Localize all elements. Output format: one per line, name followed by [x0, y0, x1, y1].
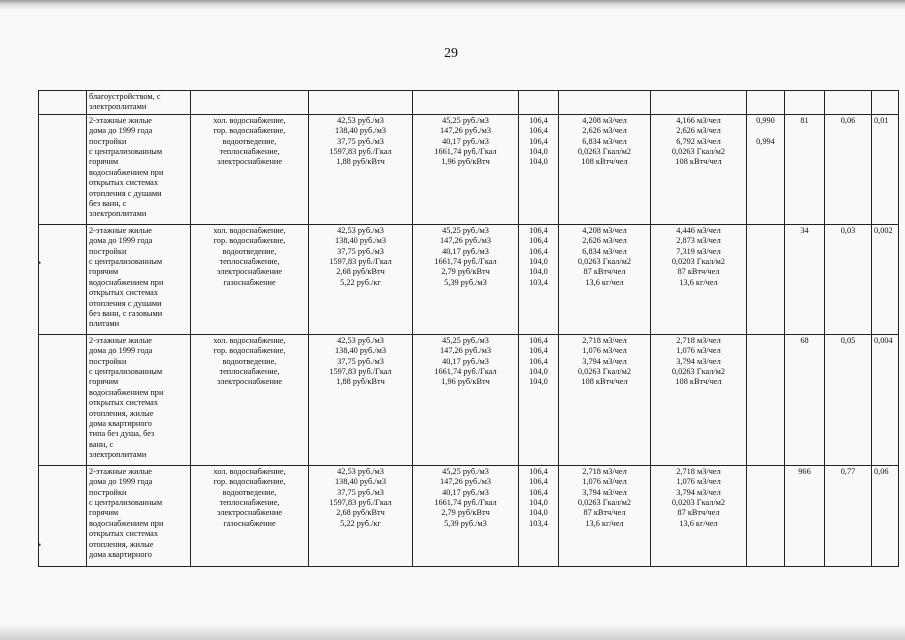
cell-line: водоснабжением при	[89, 518, 164, 528]
cell-line: гор. водоснабжение,	[213, 477, 286, 487]
cell-line: 7,319 м3/чел	[676, 246, 721, 256]
cell-line: 40,17 руб./м3	[442, 136, 489, 146]
index-cell	[519, 114, 559, 224]
description-cell	[87, 334, 191, 465]
scan-edge-top	[0, 0, 905, 10]
cell-line: 1661,74 руб./Гкал	[434, 257, 497, 267]
cell-line: 0,0263 Гкал/м2	[577, 257, 632, 267]
cell-line: 40,17 руб./м3	[442, 487, 489, 497]
margin-mark: •	[38, 540, 42, 550]
cell-line: 1,076 м3/чел	[582, 346, 627, 356]
cell-line: горячим	[89, 508, 119, 518]
cell-line: с централизованным	[89, 498, 163, 508]
cell-line: 147,26 руб./м3	[440, 346, 491, 356]
cell-line: с централизованным	[89, 147, 163, 157]
cell-line: горячим	[89, 377, 119, 387]
cell-line: 13,6 кг/чел	[679, 277, 718, 287]
index-cell	[519, 91, 559, 115]
coefficient-cell	[747, 465, 785, 566]
cell-line: 2,79 руб/кВтч	[441, 267, 490, 277]
blank-cell	[39, 114, 87, 224]
table-row	[39, 334, 899, 465]
cell-line: 40,17 руб./м3	[442, 246, 489, 256]
tariff-2023-cell	[309, 91, 413, 115]
cell-line: 106,4	[529, 466, 548, 476]
cell-line: 104,0	[529, 257, 548, 267]
cell-line: 3,794 м3/чел	[676, 487, 721, 497]
cell-line: 87 кВтч/чел	[583, 508, 626, 518]
cell-line: 1597,83 руб./Гкал	[329, 257, 392, 267]
cell-line: 1,96 руб/кВтч	[441, 157, 490, 167]
cell-line: 106,4	[529, 487, 548, 497]
cell-line: постройки	[89, 356, 127, 366]
share-small-cell: 0,06	[872, 465, 899, 566]
cell-line: 147,26 руб./м3	[440, 126, 491, 136]
cell-line: ванн, с	[89, 439, 114, 449]
cell-line: 106,4	[529, 225, 548, 235]
cell-line: 2,626 м3/чел	[676, 126, 721, 136]
cell-line: 87 кВтч/чел	[677, 508, 720, 518]
cell-line: 106,4	[529, 136, 548, 146]
cell-line: 104,0	[529, 508, 548, 518]
cell-line: дома до 1999 года	[89, 236, 153, 246]
cell-line: водоотведение,	[222, 487, 277, 497]
share-small-cell: 0,002	[872, 224, 899, 334]
tariff-2024-cell	[413, 465, 519, 566]
cell-line: отопления с душами	[89, 298, 162, 308]
page-number: 29	[444, 46, 458, 61]
cell-line: 138,40 руб./м3	[335, 346, 386, 356]
cell-line: 106,4	[529, 115, 548, 125]
cell-line: гор. водоснабжение,	[213, 236, 286, 246]
cell-line: хол. водоснабжение,	[213, 225, 286, 235]
cell-line: водоснабжением при	[89, 167, 164, 177]
cell-line: 1597,83 руб./Гкал	[329, 367, 392, 377]
cell-line: 108 кВтч/чел	[581, 157, 628, 167]
cell-line: электроснабжение	[216, 267, 283, 277]
norm-current-cell	[559, 334, 651, 465]
cell-line: 0,0203 Гкал/м2	[671, 257, 726, 267]
cell-line: 13,6 кг/чел	[585, 518, 624, 528]
cell-line: горячим	[89, 157, 119, 167]
cell-line: 37,75 руб./м3	[337, 246, 384, 256]
count-cell: 966	[785, 465, 825, 566]
cell-line: 0,0263 Гкал/м2	[577, 147, 632, 157]
cell-line: постройки	[89, 136, 127, 146]
cell-line: 0,994	[756, 136, 775, 146]
cell-line: 6,792 м3/чел	[676, 136, 721, 146]
cell-line: гор. водоснабжение,	[213, 126, 286, 136]
cell-line: 42,53 руб./м3	[337, 335, 384, 345]
cell-line: 147,26 руб./м3	[440, 477, 491, 487]
cell-line: 3,794 м3/чел	[582, 487, 627, 497]
cell-line: водоотведение,	[222, 136, 277, 146]
coefficient-cell	[747, 114, 785, 224]
cell-line: 1,96 руб/кВтч	[441, 377, 490, 387]
cell-line: электроснабжение	[216, 157, 283, 167]
resources-cell	[191, 465, 309, 566]
table-body	[39, 91, 899, 567]
cell-line: водоотведение,	[222, 356, 277, 366]
tariff-table	[38, 90, 899, 567]
cell-line: 2-этажные жилые	[89, 335, 152, 345]
norm-current-cell	[559, 465, 651, 566]
cell-line: 5,39 руб./м3	[444, 518, 487, 528]
coefficient-cell	[747, 334, 785, 465]
cell-line: теплоснабжение,	[219, 147, 280, 157]
share-small-cell	[872, 91, 899, 115]
cell-line: 106,4	[529, 477, 548, 487]
cell-line: горячим	[89, 267, 119, 277]
cell-line: 4,208 м3/чел	[582, 115, 627, 125]
cell-line: 1,88 руб/кВтч	[336, 377, 385, 387]
cell-line: 0,0263 Гкал/м2	[577, 367, 632, 377]
cell-line: 6,834 м3/чел	[582, 246, 627, 256]
cell-line: без ванн, с	[89, 199, 127, 209]
cell-line: дома до 1999 года	[89, 346, 153, 356]
cell-line: 1,88 руб/кВтч	[336, 157, 385, 167]
cell-line: 108 кВтч/чел	[581, 377, 628, 387]
cell-line: 2,79 руб/кВтч	[441, 508, 490, 518]
cell-line: электроплитами	[89, 209, 147, 219]
resources-cell	[191, 114, 309, 224]
cell-line: 37,75 руб./м3	[337, 487, 384, 497]
cell-line: 5,22 руб./кг	[340, 277, 381, 287]
cell-line: 2,626 м3/чел	[582, 236, 627, 246]
cell-line: дома квартирного	[89, 550, 152, 560]
description-cell	[87, 91, 191, 115]
cell-line: хол. водоснабжение,	[213, 466, 286, 476]
cell-line: 104,0	[529, 157, 548, 167]
norm-current-cell	[559, 91, 651, 115]
cell-line: 42,53 руб./м3	[337, 466, 384, 476]
cell-line: теплоснабжение,	[219, 257, 280, 267]
cell-line: 4,166 м3/чел	[676, 115, 721, 125]
cell-line: газоснабжение	[223, 277, 276, 287]
cell-line: 138,40 руб./м3	[335, 126, 386, 136]
cell-line: 0,0263 Гкал/м2	[577, 498, 632, 508]
cell-line: 45,25 руб./м3	[442, 466, 489, 476]
cell-line: водоснабжением при	[89, 277, 164, 287]
cell-line: 104,0	[529, 498, 548, 508]
cell-line: отопления, жилые	[89, 539, 154, 549]
cell-line: электроплитами	[89, 450, 147, 460]
cell-line: 108 кВтч/чел	[675, 377, 722, 387]
cell-line: 45,25 руб./м3	[442, 335, 489, 345]
cell-line: 1597,83 руб./Гкал	[329, 498, 392, 508]
cell-line: 42,53 руб./м3	[337, 115, 384, 125]
cell-line: 45,25 руб./м3	[442, 115, 489, 125]
tariff-2023-cell	[309, 114, 413, 224]
cell-line: 2-этажные жилые	[89, 115, 152, 125]
cell-line: дома до 1999 года	[89, 477, 153, 487]
cell-line: 0,0263 Гкал/м2	[671, 147, 726, 157]
share-cell: 0,03	[825, 224, 872, 334]
cell-line: 13,6 кг/чел	[679, 518, 718, 528]
resources-cell	[191, 91, 309, 115]
cell-line: 138,40 руб./м3	[335, 236, 386, 246]
index-cell	[519, 334, 559, 465]
cell-line: 104,0	[529, 147, 548, 157]
cell-line: 2,68 руб/кВтч	[336, 508, 385, 518]
cell-line: 1,076 м3/чел	[676, 346, 721, 356]
coefficient-cell	[747, 224, 785, 334]
cell-line: 103,4	[529, 277, 548, 287]
cell-line: 37,75 руб./м3	[337, 356, 384, 366]
description-cell	[87, 465, 191, 566]
tariff-2024-cell	[413, 91, 519, 115]
norm-new-cell	[651, 224, 747, 334]
norm-new-cell	[651, 114, 747, 224]
cell-line: 4,446 м3/чел	[676, 225, 721, 235]
cell-line: 1,076 м3/чел	[582, 477, 627, 487]
cell-line: электроснабжение	[216, 508, 283, 518]
table-row	[39, 465, 899, 566]
cell-line: 5,39 руб./м3	[444, 277, 487, 287]
cell-line: с централизованным	[89, 257, 163, 267]
cell-line: 45,25 руб./м3	[442, 225, 489, 235]
cell-line: открытых системах	[89, 288, 158, 298]
cell-line: 147,26 руб./м3	[440, 236, 491, 246]
cell-line: 37,75 руб./м3	[337, 136, 384, 146]
cell-line: 106,4	[529, 335, 548, 345]
cell-line: 1,076 м3/чел	[676, 477, 721, 487]
cell-line: открытых системах	[89, 529, 158, 539]
blank-cell	[39, 91, 87, 115]
cell-line: 87 кВтч/чел	[677, 267, 720, 277]
cell-line: 2-этажные жилые	[89, 466, 152, 476]
cell-line: 42,53 руб./м3	[337, 225, 384, 235]
cell-line: 1597,83 руб./Гкал	[329, 147, 392, 157]
coefficient-cell	[747, 91, 785, 115]
count-cell: 81	[785, 114, 825, 224]
share-cell	[825, 91, 872, 115]
tariff-2023-cell	[309, 334, 413, 465]
description-cell	[87, 224, 191, 334]
cell-line: 1661,74 руб./Гкал	[434, 367, 497, 377]
cell-line: типа без душа, без	[89, 429, 155, 439]
blank-cell	[39, 224, 87, 334]
cell-line: 0,0263 Гкал/м2	[671, 367, 726, 377]
cell-line: 40,17 руб./м3	[442, 356, 489, 366]
cell-line: 2,718 м3/чел	[582, 335, 627, 345]
norm-new-cell	[651, 91, 747, 115]
cell-line: водоснабжением при	[89, 387, 164, 397]
share-cell: 0,77	[825, 465, 872, 566]
cell-line: 13,6 кг/чел	[585, 277, 624, 287]
cell-line: электроплитами	[89, 102, 147, 112]
share-cell: 0,05	[825, 334, 872, 465]
cell-line: 2,873 м3/чел	[676, 236, 721, 246]
count-cell: 34	[785, 224, 825, 334]
cell-line: 104,0	[529, 367, 548, 377]
cell-line: 4,208 м3/чел	[582, 225, 627, 235]
tariff-2024-cell	[413, 114, 519, 224]
norm-new-cell	[651, 465, 747, 566]
cell-line: 2,68 руб/кВтч	[336, 267, 385, 277]
cell-line: теплоснабжение,	[219, 498, 280, 508]
cell-line: 106,4	[529, 126, 548, 136]
cell-line: 1661,74 руб./Гкал	[434, 498, 497, 508]
cell-line: 3,794 м3/чел	[676, 356, 721, 366]
cell-line: 104,0	[529, 377, 548, 387]
index-cell	[519, 465, 559, 566]
resources-cell	[191, 224, 309, 334]
cell-line: 103,4	[529, 518, 548, 528]
cell-line: открытых системах	[89, 398, 158, 408]
cell-line: хол. водоснабжение,	[213, 115, 286, 125]
cell-line: дома до 1999 года	[89, 126, 153, 136]
cell-line: отопления, жилые	[89, 408, 154, 418]
cell-line: дома квартирного	[89, 419, 152, 429]
cell-line: 104,0	[529, 267, 548, 277]
tariff-2023-cell	[309, 465, 413, 566]
cell-line: водоотведение,	[222, 246, 277, 256]
index-cell	[519, 224, 559, 334]
blank-cell	[39, 465, 87, 566]
cell-line: 5,22 руб./кг	[340, 518, 381, 528]
scan-edge-bottom	[0, 624, 905, 640]
cell-line: 1661,74 руб./Гкал	[434, 147, 497, 157]
cell-line: 3,794 м3/чел	[582, 356, 627, 366]
cell-line: гор. водоснабжение,	[213, 346, 286, 356]
cell-line: благоустройством, с	[89, 92, 161, 101]
margin-mark: •	[38, 258, 42, 268]
table-row	[39, 224, 899, 334]
cell-line: с централизованным	[89, 367, 163, 377]
cell-line: хол. водоснабжение,	[213, 335, 286, 345]
cell-line: постройки	[89, 246, 127, 256]
norm-current-cell	[559, 224, 651, 334]
cell-line	[749, 126, 782, 136]
cell-line: постройки	[89, 487, 127, 497]
blank-cell	[39, 334, 87, 465]
cell-line: открытых системах	[89, 178, 158, 188]
cell-line: электроснабжение	[216, 377, 283, 387]
count-cell: 68	[785, 334, 825, 465]
cell-line: 0,0203 Гкал/м2	[671, 498, 726, 508]
cell-line: 2,718 м3/чел	[676, 335, 721, 345]
cell-line: 108 кВтч/чел	[675, 157, 722, 167]
cell-line: отопления с душами	[89, 188, 162, 198]
cell-line: 106,4	[529, 246, 548, 256]
tariff-2024-cell	[413, 224, 519, 334]
cell-line: 2,626 м3/чел	[582, 126, 627, 136]
cell-line: 2,718 м3/чел	[582, 466, 627, 476]
cell-line: 106,4	[529, 356, 548, 366]
norm-new-cell	[651, 334, 747, 465]
count-cell	[785, 91, 825, 115]
cell-line: без ванн, с газовыми	[89, 309, 163, 319]
cell-line: плитами	[89, 319, 120, 329]
tariff-2023-cell	[309, 224, 413, 334]
cell-line: 138,40 руб./м3	[335, 477, 386, 487]
cell-line: 2,718 м3/чел	[676, 466, 721, 476]
cell-line: теплоснабжение,	[219, 367, 280, 377]
cell-line: 106,4	[529, 236, 548, 246]
tariff-2024-cell	[413, 334, 519, 465]
description-cell	[87, 114, 191, 224]
cell-line: 6,834 м3/чел	[582, 136, 627, 146]
cell-line: 2-этажные жилые	[89, 225, 152, 235]
share-small-cell: 0,01	[872, 114, 899, 224]
table-row	[39, 114, 899, 224]
share-small-cell: 0,004	[872, 334, 899, 465]
cell-line: 87 кВтч/чел	[583, 267, 626, 277]
resources-cell	[191, 334, 309, 465]
cell-line: 106,4	[529, 346, 548, 356]
share-cell: 0,06	[825, 114, 872, 224]
table-row	[39, 91, 899, 115]
norm-current-cell	[559, 114, 651, 224]
cell-line: 0,990	[756, 115, 775, 125]
cell-line: газоснабжение	[223, 518, 276, 528]
